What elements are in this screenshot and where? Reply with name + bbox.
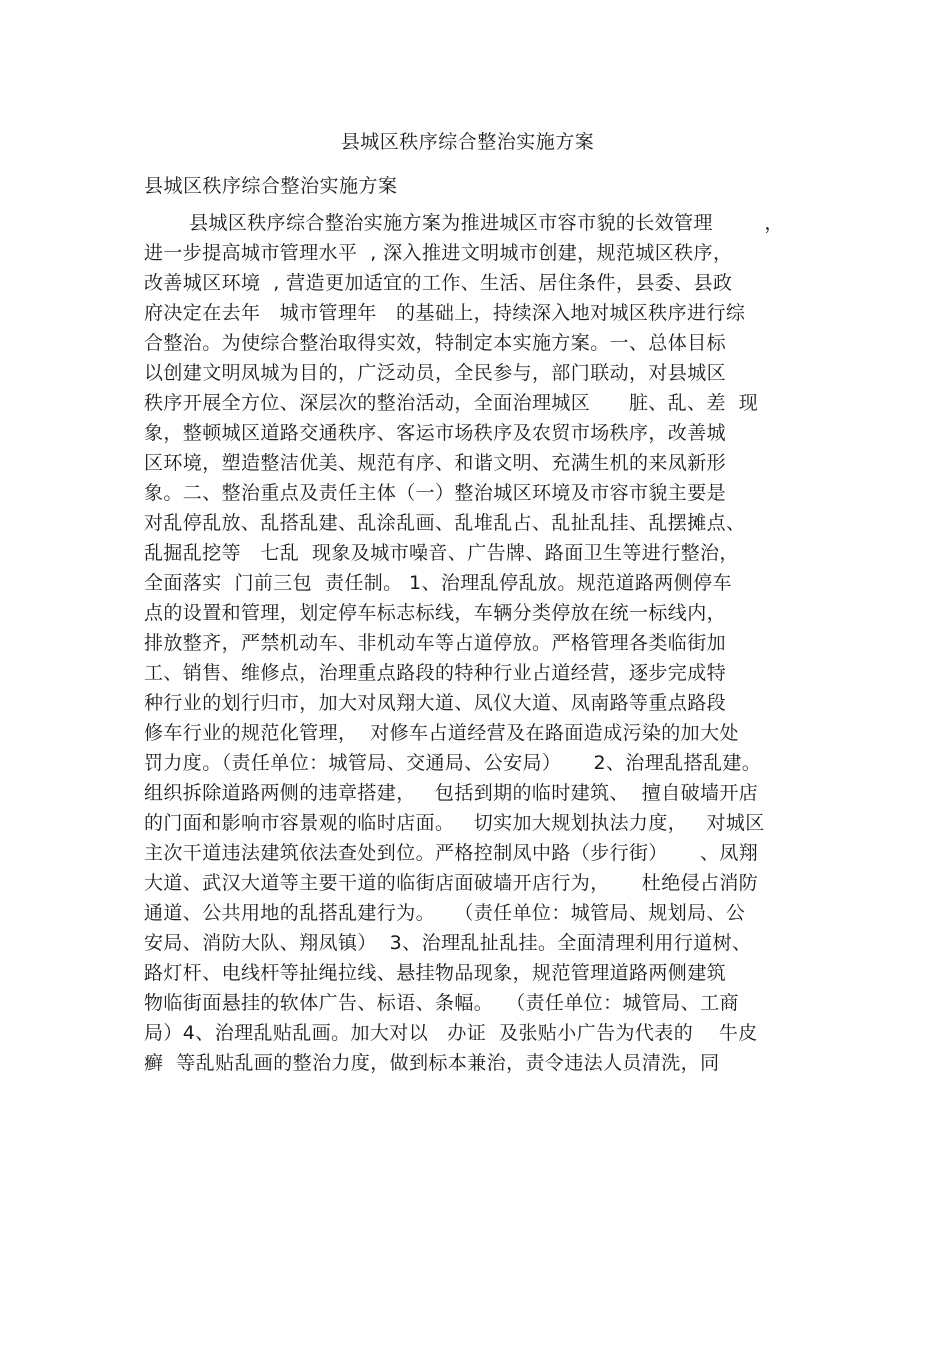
body-text-line: 点的设置和管理，划定停车标志标线，车辆分类停放在统一标线内， xyxy=(144,602,727,624)
document-body xyxy=(144,208,824,1078)
body-text-line: 组织拆除道路两侧的违章搭建， 包括到期的临时建筑、 擅自破墙开店 xyxy=(144,782,759,804)
body-text-line: 修车行业的规范化管理， 对修车占道经营及在路面造成污染的加大处 xyxy=(144,722,739,744)
body-text-line: 府决定在去年 城市管理年 的基础上，持续深入地对城区秩序进行综 xyxy=(144,302,746,324)
body-text-line: 排放整齐，严禁机动车、非机动车等占道停放。严格管理各类临街加 xyxy=(144,632,727,654)
body-text-line: 乱掘乱挖等 七乱 现象及城市噪音、广告牌、路面卫生等进行整治， xyxy=(144,542,739,564)
document-subtitle: 县城区秩序综合整治实施方案 xyxy=(144,175,398,197)
body-text-line: 县城区秩序综合整治实施方案为推进城区市容市貌的长效管理 ， xyxy=(144,212,784,234)
body-text-line: 主次干道违法建筑依法查处到位。严格控制凤中路（步行街） 、凤翔 xyxy=(144,842,759,864)
body-text-line: 通道、公共用地的乱搭乱建行为。 （责任单位：城管局、规划局、公 xyxy=(144,902,746,924)
body-text-line: 改善城区环境 , 营造更加适宜的工作、生活、居住条件，县委、县政 xyxy=(144,272,733,294)
body-text-line: 进一步提高城市管理水平 , 深入推进文明城市创建，规范城区秩序， xyxy=(144,242,733,264)
body-text-line: 工、销售、维修点，治理重点路段的特种行业占道经营，逐步完成特 xyxy=(144,662,727,684)
body-text-line: 的门面和影响市容景观的临时店面。 切实加大规划执法力度， 对城区 xyxy=(144,812,765,834)
body-text-line: 种行业的划行归市，加大对凤翔大道、凤仪大道、凤南路等重点路段 xyxy=(144,692,727,714)
body-text-line: 对乱停乱放、乱搭乱建、乱涂乱画、乱堆乱占、乱扯乱挂、乱摆摊点、 xyxy=(144,512,746,534)
body-text-line: 物临街面悬挂的软体广告、标语、条幅。 （责任单位：城管局、工商 xyxy=(144,992,739,1014)
document-title: 县城区秩序综合整治实施方案 xyxy=(340,131,595,153)
body-text-line: 安局、消防大队、翔凤镇） 3、治理乱扯乱挂。全面清理利用行道树、 xyxy=(144,932,752,954)
body-text-line: 罚力度。（责任单位：城管局、交通局、公安局） 2、治理乱搭乱建。 xyxy=(144,752,762,774)
body-text-line: 象。二、整治重点及责任主体（一）整治城区环境及市容市貌主要是 xyxy=(144,482,727,504)
body-text-line: 局）4、治理乱贴乱画。加大对以 办证 及张贴小广告为代表的 牛皮 xyxy=(144,1022,758,1044)
body-text-line: 癣 等乱贴乱画的整治力度，做到标本兼治，责令违法人员清洗，同 xyxy=(144,1052,720,1074)
body-text-line: 秩序开展全方位、深层次的整治活动，全面治理城区 脏、乱、差 现 xyxy=(144,392,759,414)
body-text-line: 路灯杆、电线杆等扯绳拉线、悬挂物品现象，规范管理道路两侧建筑 xyxy=(144,962,727,984)
body-text-line: 全面落实 门前三包 责任制。 1、治理乱停乱放。规范道路两侧停车 xyxy=(144,572,732,594)
body-text-line: 以创建文明凤城为目的，广泛动员，全民参与，部门联动，对县城区 xyxy=(144,362,727,384)
body-text-line: 区环境，塑造整洁优美、规范有序、和谐文明、充满生机的来凤新形 xyxy=(144,452,727,474)
body-text-line: 象，整顿城区道路交通秩序、客运市场秩序及农贸市场秩序，改善城 xyxy=(144,422,727,444)
body-text-line: 大道、武汉大道等主要干道的临街店面破墙开店行为， 杜绝侵占消防 xyxy=(144,872,759,894)
body-text-line: 合整治。为使综合整治取得实效，特制定本实施方案。一、总体目标 xyxy=(144,332,727,354)
